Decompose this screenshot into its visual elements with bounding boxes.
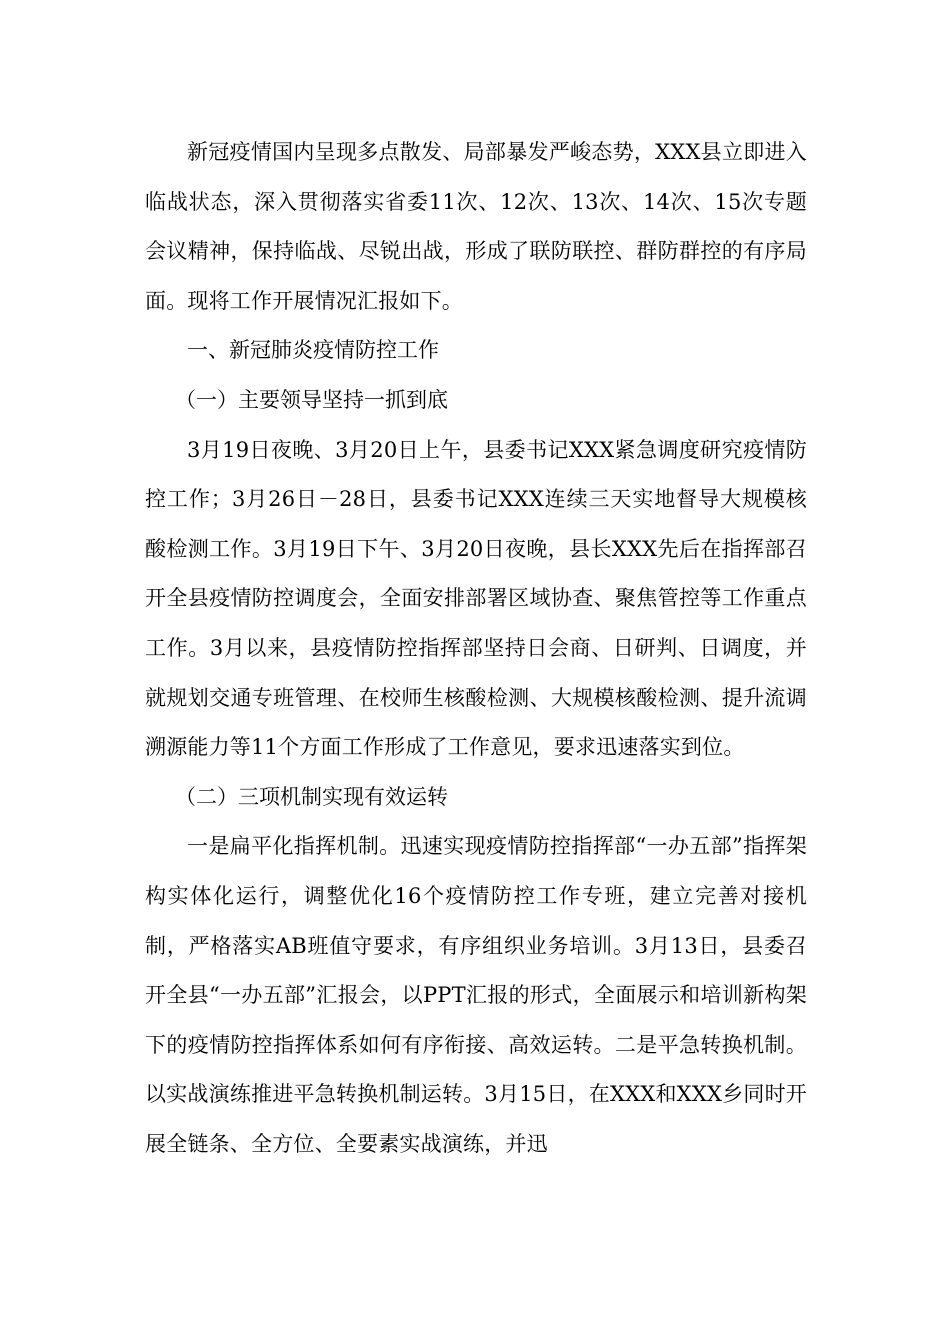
document-body (145, 128, 807, 1169)
subsection-2-paragraph: 一是扁平化指挥机制。迅速实现疫情防控指挥部“一办五部”指挥架构实体化运行，调整优化16个疫情防控工作专班，建立完善对接机制，严格落实AB班值守要求，有序组织业务培训。3月13日，县委召开全县“一办五部”汇报会，以PPT汇报的形式，全面展示和培训新构架下的疫情防控指挥体系如何有序衔接、高效运转。二是平急转换机制。以实战演练推进平急转换机制运转。3月15日，在XXX和XXX乡同时开展全链条、全方位、全要素实战演练，并迅 (145, 834, 807, 1156)
subsection-1-paragraph: 3月19日夜晚、3月20日上午，县委书记XXX紧急调度研究疫情防控工作；3月26日－28日，县委书记XXX连续三天实地督导大规模核酸检测工作。3月19日下午、3月20日夜晚，县长XXX先后在指挥部召开全县疫情防控调度会，全面安排部署区域协查、聚焦管控等工作重点工作。3月以来，县疫情防控指挥部坚持日会商、日研判、日调度，并就规划交通专班管理、在校师生核酸检测、大规模核酸检测、提升流调溯源能力等11个方面工作形成了工作意见，要求迅速落实到位。 (145, 437, 807, 760)
subsection-heading-1: （一）主要领导坚持一抓到底 (175, 387, 448, 412)
intro-paragraph: 新冠疫情国内呈现多点散发、局部暴发严峻态势，XXX县立即进入临战状态，深入贯彻落实省委11次、12次、13次、14次、15次专题会议精神，保持临战、尽锐出战，形成了联防联控、群防群控的有序局面。现将工作开展情况汇报如下。 (145, 140, 807, 313)
subsection-heading-2: （二）三项机制实现有效运转 (175, 784, 448, 809)
section-heading-1: 一、新冠肺炎疫情防控工作 (187, 338, 439, 363)
